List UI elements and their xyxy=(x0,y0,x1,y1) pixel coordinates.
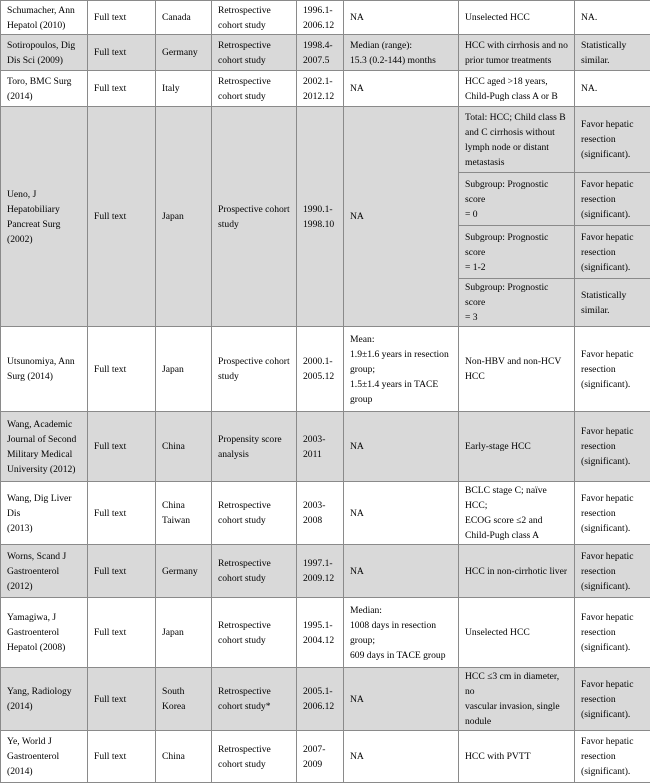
followup-cell: NA xyxy=(344,668,459,731)
study-cell: Toro, BMC Surg (2014) xyxy=(1,71,88,107)
study-cell: Wang, Academic Journal of Second Military Medical University (2012) xyxy=(1,412,88,482)
design-cell: Propensity score analysis xyxy=(212,412,297,482)
study-cell: Ye, World J Gastroenterol (2014) xyxy=(1,731,88,783)
source-cell: Full text xyxy=(88,35,156,71)
source-cell: Full text xyxy=(88,412,156,482)
source-cell: Full text xyxy=(88,545,156,598)
source-cell: Full text xyxy=(88,1,156,35)
followup-cell: Median (range): 15.3 (0.2-144) months xyxy=(344,35,459,71)
population-cell: Unselected HCC xyxy=(459,1,575,35)
followup-cell: NA xyxy=(344,482,459,545)
result-cell: Favor hepatic resection (significant). xyxy=(575,173,650,226)
design-cell: Prospective cohort study xyxy=(212,107,297,327)
population-cell: Subgroup: Prognostic score = 0 xyxy=(459,173,575,226)
study-cell: Schumacher, Ann Hepatol (2010) xyxy=(1,1,88,35)
country-cell: Canada xyxy=(156,1,212,35)
result-cell: Favor hepatic resection (significant). xyxy=(575,598,650,668)
table-row xyxy=(1,327,650,412)
followup-cell: Mean: 1.9±1.6 years in resection group; 1.5±1.4 years in TACE group xyxy=(344,327,459,412)
period-cell: 2000.1- 2005.12 xyxy=(297,327,344,412)
result-cell: Favor hepatic resection (significant). xyxy=(575,482,650,545)
population-cell: HCC in non-cirrhotic liver xyxy=(459,545,575,598)
country-cell: Italy xyxy=(156,71,212,107)
population-cell: Subgroup: Prognostic score = 1-2 xyxy=(459,226,575,279)
result-cell: NA. xyxy=(575,71,650,107)
source-cell: Full text xyxy=(88,731,156,783)
country-cell: Germany xyxy=(156,35,212,71)
country-cell: China xyxy=(156,412,212,482)
followup-cell: Median: 1008 days in resection group; 609 days in TACE group xyxy=(344,598,459,668)
source-cell: Full text xyxy=(88,327,156,412)
table-row xyxy=(1,1,650,35)
followup-cell: NA xyxy=(344,412,459,482)
result-cell: Statistically similar. xyxy=(575,279,650,327)
followup-cell: NA xyxy=(344,545,459,598)
table-row xyxy=(1,731,650,783)
result-cell: Statistically similar. xyxy=(575,35,650,71)
population-cell: HCC with cirrhosis and no prior tumor treatments xyxy=(459,35,575,71)
population-cell: HCC ≤3 cm in diameter, no vascular invasion, single nodule xyxy=(459,668,575,731)
study-cell: Utsunomiya, Ann Surg (2014) xyxy=(1,327,88,412)
followup-cell: NA xyxy=(344,107,459,327)
period-cell: 2005.1- 2006.12 xyxy=(297,668,344,731)
source-cell: Full text xyxy=(88,107,156,327)
country-cell: Germany xyxy=(156,545,212,598)
design-cell: Retrospective cohort study xyxy=(212,482,297,545)
period-cell: 2003- 2008 xyxy=(297,482,344,545)
period-cell: 1990.1- 1998.10 xyxy=(297,107,344,327)
study-cell: Wang, Dig Liver Dis (2013) xyxy=(1,482,88,545)
period-cell: 1997.1- 2009.12 xyxy=(297,545,344,598)
result-cell: Favor hepatic resection (significant). xyxy=(575,226,650,279)
source-cell: Full text xyxy=(88,598,156,668)
period-cell: 1995.1- 2004.12 xyxy=(297,598,344,668)
period-cell: 1998.4- 2007.5 xyxy=(297,35,344,71)
country-cell: China xyxy=(156,731,212,783)
period-cell: 2003- 2011 xyxy=(297,412,344,482)
population-cell: Total: HCC; Child class B and C cirrhosis without lymph node or distant metastasis xyxy=(459,107,575,173)
design-cell: Retrospective cohort study xyxy=(212,598,297,668)
result-cell: Favor hepatic resection (significant). xyxy=(575,731,650,783)
design-cell: Prospective cohort study xyxy=(212,327,297,412)
result-cell: Favor hepatic resection (significant). xyxy=(575,412,650,482)
table-row xyxy=(1,412,650,482)
design-cell: Retrospective cohort study xyxy=(212,1,297,35)
result-cell: NA. xyxy=(575,1,650,35)
study-cell: Sotiropoulos, Dig Dis Sci (2009) xyxy=(1,35,88,71)
design-cell: Retrospective cohort study xyxy=(212,545,297,598)
source-cell: Full text xyxy=(88,668,156,731)
table-row xyxy=(1,482,650,545)
period-cell: 2007- 2009 xyxy=(297,731,344,783)
table-row xyxy=(1,107,650,173)
population-cell: Non-HBV and non-HCV HCC xyxy=(459,327,575,412)
country-cell: Japan xyxy=(156,598,212,668)
source-cell: Full text xyxy=(88,71,156,107)
followup-cell: NA xyxy=(344,731,459,783)
followup-cell: NA xyxy=(344,1,459,35)
population-cell: Early-stage HCC xyxy=(459,412,575,482)
table-row xyxy=(1,598,650,668)
source-cell: Full text xyxy=(88,482,156,545)
country-cell: Japan xyxy=(156,107,212,327)
study-cell: Ueno, J Hepatobiliary Pancreat Surg (2002) xyxy=(1,107,88,327)
period-cell: 2002.1- 2012.12 xyxy=(297,71,344,107)
result-cell: Favor hepatic resection (significant). xyxy=(575,327,650,412)
table-row xyxy=(1,71,650,107)
population-cell: HCC with PVTT xyxy=(459,731,575,783)
period-cell: 1996.1- 2006.12 xyxy=(297,1,344,35)
population-cell: HCC aged >18 years, Child-Pugh class A or B xyxy=(459,71,575,107)
followup-cell: NA xyxy=(344,71,459,107)
result-cell: Favor hepatic resection (significant). xyxy=(575,107,650,173)
population-cell: Unselected HCC xyxy=(459,598,575,668)
country-cell: Japan xyxy=(156,327,212,412)
table-row xyxy=(1,545,650,598)
result-cell: Favor hepatic resection (significant). xyxy=(575,668,650,731)
study-cell: Worns, Scand J Gastroenterol (2012) xyxy=(1,545,88,598)
design-cell: Retrospective cohort study xyxy=(212,731,297,783)
result-cell: Favor hepatic resection (significant). xyxy=(575,545,650,598)
country-cell: China Taiwan xyxy=(156,482,212,545)
population-cell: BCLC stage C; naïve HCC; ECOG score ≤2 and Child-Pugh class A xyxy=(459,482,575,545)
design-cell: Retrospective cohort study xyxy=(212,35,297,71)
country-cell: South Korea xyxy=(156,668,212,731)
design-cell: Retrospective cohort study* xyxy=(212,668,297,731)
table-row xyxy=(1,35,650,71)
study-cell: Yang, Radiology (2014) xyxy=(1,668,88,731)
table-row xyxy=(1,668,650,731)
design-cell: Retrospective cohort study xyxy=(212,71,297,107)
population-cell: Subgroup: Prognostic score = 3 xyxy=(459,279,575,327)
study-cell: Yamagiwa, J Gastroenterol Hepatol (2008) xyxy=(1,598,88,668)
